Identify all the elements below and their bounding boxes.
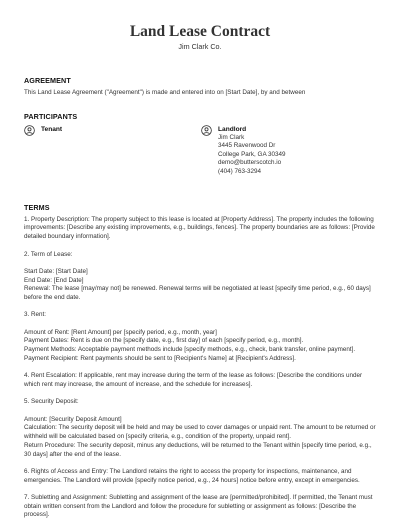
terms-paragraph: Payment Dates: Rent is due on the [specify date, e.g., first day] of each [specify period, e.g., month]. — [24, 337, 304, 345]
terms-paragraph: 2. Term of Lease: — [24, 250, 73, 258]
landlord-name: Jim Clark — [218, 133, 245, 141]
agreement-heading: AGREEMENT — [24, 76, 71, 85]
terms-paragraph: End Date: [End Date] — [24, 276, 84, 284]
paragraph-gap — [24, 320, 376, 329]
terms-paragraph: Renewal: The lease [may/may not] be renewed. Renewal terms will be negotiated at least [specify time period, e.g., 60 days] before the end date. — [24, 285, 371, 301]
landlord-label: Landlord — [218, 125, 247, 133]
landlord-email: demo@butterscotch.io — [218, 159, 282, 167]
paragraph-gap — [24, 459, 376, 468]
document-subtitle: Jim Clark Co. — [178, 42, 222, 51]
terms-paragraph: 5. Security Deposit: — [24, 398, 79, 406]
landlord-phone: (404) 763-3294 — [218, 168, 262, 176]
person-icon — [201, 125, 212, 136]
paragraph-gap — [24, 242, 376, 251]
terms-paragraph: 3. Rent: — [24, 311, 47, 319]
terms-paragraph: Amount: [Security Deposit Amount] — [24, 415, 122, 423]
terms-body — [24, 216, 376, 520]
paragraph-gap — [24, 259, 376, 268]
landlord-block — [201, 125, 286, 177]
terms-paragraph: Payment Methods: Acceptable payment methods include [specify methods, e.g., check, bank transfer, online payment]. — [24, 346, 356, 354]
terms-paragraph: 4. Rent Escalation: If applicable, rent may increase during the term of the lease as follows: [Describe the conditions under which rent may increase, the amount of increase, and the schedule for increases]. — [24, 372, 363, 388]
paragraph-gap — [24, 485, 376, 494]
landlord-street: 3445 Ravenwood Dr — [218, 142, 276, 150]
terms-paragraph: 7. Subletting and Assignment: Subletting and assignment of the lease are [permitted/prohibited]. If permitted, the Tenant must obtain written consent from the Landlord and follow the procedure for subletting or assignment as follows: [Describe the process]. — [24, 494, 373, 519]
landlord-city: College Park, GA 30349 — [218, 150, 286, 158]
document-title: Land Lease Contract — [129, 23, 271, 40]
tenant-block — [24, 125, 62, 136]
terms-paragraph: Payment Recipient: Rent payments should be sent to [Recipient's Name] at [Recipient's Address]. — [24, 354, 296, 362]
paragraph-gap — [24, 407, 376, 416]
participants-section — [24, 125, 376, 183]
terms-paragraph: Start Date: [Start Date] — [24, 267, 88, 275]
terms-paragraph: Calculation: The security deposit will be held and may be used to cover damages or unpaid rent. The amount to be returned or withheld will be calculated based on [specify criteria, e.g., condition of the property, unpaid rent]. — [24, 424, 376, 441]
terms-paragraph: Amount of Rent: [Rent Amount] per [specify period, e.g., month, year] — [24, 328, 217, 336]
paragraph-gap — [24, 364, 376, 373]
terms-paragraph: Return Procedure: The security deposit, minus any deductions, will be returned to the Tenant within [specify time period, e.g., 30 days] after the end of the lease. — [24, 441, 372, 458]
agreement-text: This Land Lease Agreement ("Agreement") is made and entered into on [Start Date], by and between — [24, 89, 306, 96]
terms-paragraph: 6. Rights of Access and Entry: The Landlord retains the right to access the property for inspections, maintenance, and emergencies. The Landlord will provide [specify notice period, e.g., 24 hours] notice before entry, except in emergencies. — [24, 467, 360, 484]
terms-paragraph: 1. Property Description: The property subject to this lease is located at [Property Address]. The property includes the following improvements: [Describe any existing improvements, e.g., buildings, fences]. The property boundaries are as follows: [Provide detailed boundary information]. — [24, 215, 375, 241]
participants-heading: PARTICIPANTS — [24, 111, 78, 121]
paragraph-gap — [24, 303, 376, 312]
paragraph-gap — [24, 390, 376, 399]
terms-heading: TERMS — [24, 202, 50, 212]
person-icon — [24, 125, 35, 136]
tenant-label: Tenant — [41, 125, 63, 133]
